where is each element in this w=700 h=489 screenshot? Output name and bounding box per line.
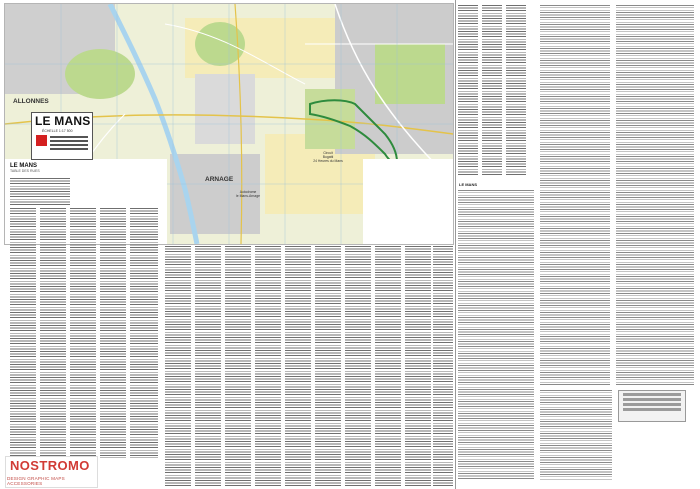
index-title-block: [10, 163, 40, 173]
street-index-left: [10, 208, 160, 458]
town-label-allonnes: ALLONNES: [13, 98, 49, 105]
index-title: LE MANS: [10, 163, 37, 169]
badge-title: NOSTROMO: [10, 458, 90, 473]
forest-area: [375, 44, 445, 104]
text-column-bottom: [540, 390, 612, 480]
street-index-center: [165, 246, 455, 486]
circuit-label: Circuit Bugatti 24 Heures du Mans: [313, 151, 343, 163]
legend-panel: [618, 390, 686, 422]
publisher-logo: [36, 135, 47, 146]
publisher-badge: [5, 456, 98, 488]
street-index-upper-right: [458, 5, 528, 175]
park-area: [65, 49, 135, 99]
legend-bars: [50, 136, 88, 156]
map-title-box: [31, 112, 93, 160]
text-column-left: [458, 190, 534, 480]
map-title: LE MANS: [35, 114, 91, 128]
badge-subtitle: DESIGN GRAPHIC MAPS ACCESSORIES: [7, 476, 65, 486]
urban-area: [195, 74, 255, 144]
column-divider: [455, 0, 456, 489]
text-column-2: [616, 5, 694, 385]
text-column-1: [540, 5, 610, 385]
map-scale: ÉCHELLE 1:17 500: [42, 129, 73, 133]
town-label-arnage: ARNAGE: [205, 176, 234, 183]
index-intro: [10, 178, 160, 208]
section-heading: LE MANS: [459, 182, 477, 187]
index-subtitle: TABLE DES RUES: [10, 169, 40, 173]
autodrome-label: Autodrome le Mans-Arnage: [236, 190, 260, 198]
